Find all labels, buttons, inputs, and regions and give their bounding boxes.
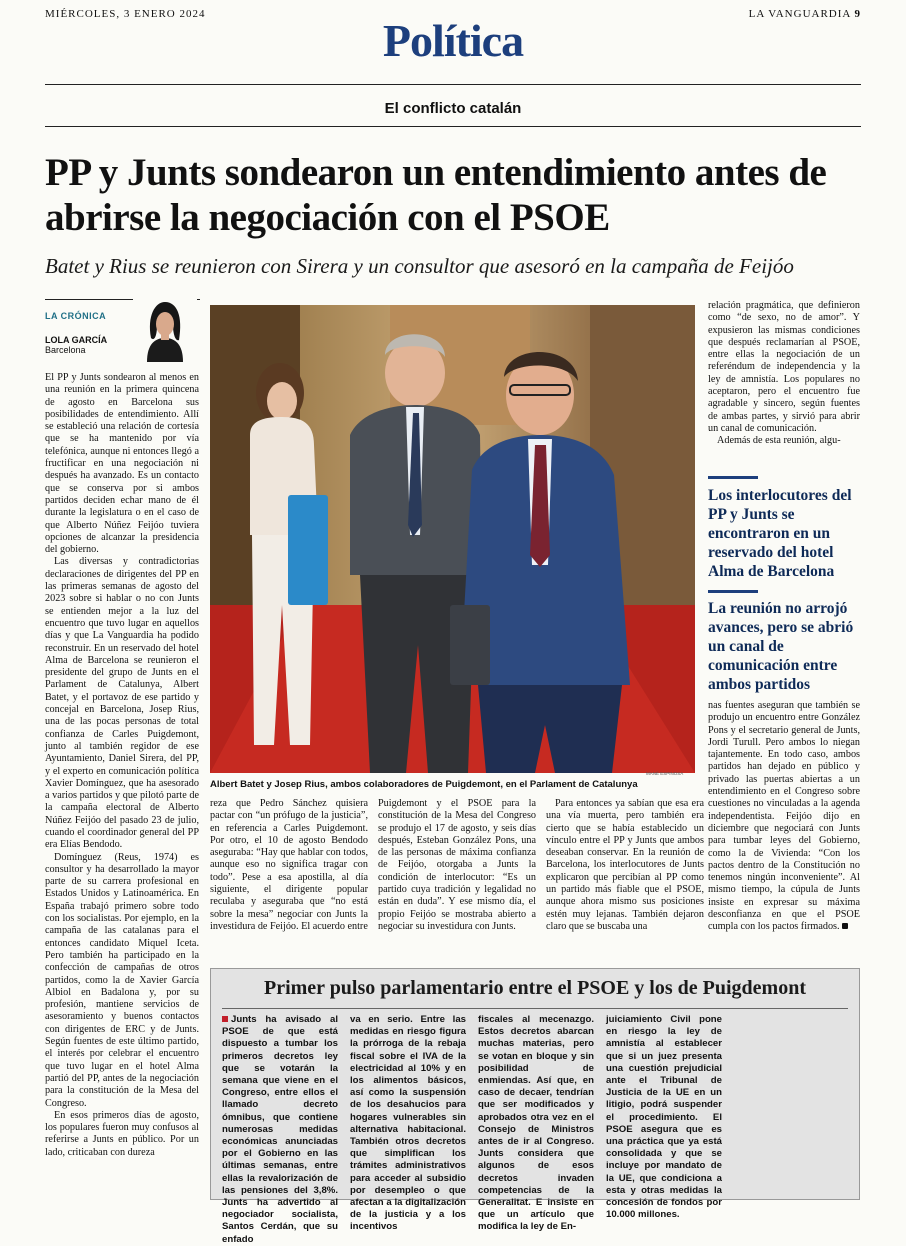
paragraph: Además de esta reunión, algu- xyxy=(717,435,841,447)
pull-quote-1: Los interlocutores del PP y Junts se encontraron en un reservado del hotel Alma de Barcelona xyxy=(708,487,852,580)
topic-kicker: El conflicto catalán xyxy=(384,100,522,117)
paragraph: Para entonces ya sabían que esa era una vía muerta, pero también era cierto que se había establecido un vínculo entre el PP y Junts que ambos deseaban conservar. En la reunión de Barcelona, los interlocutores de Junts explicaron que percibían al PP como un partido más fiable que el PSOE, aunque ahora mismo sus posiciones estén muy lejanas. También dejaron claro que se buscaba una xyxy=(546,798,704,932)
body-column-3 xyxy=(378,798,536,958)
sidebar-column-4: juiciamiento Civil pone en riesgo la ley de amnistía al establecer que si un juez presenta una cuestión prejudicial ante el Tribunal de Justicia de la UE en un litigio, podrá suspender el procedimiento. El PSOE asegura que es una práctica que ya está consolidada y que se incluye por mandato de la UE, que condiciona a esta y otras medidas la concesión de fondos por 10.000 millones. xyxy=(606,1014,722,1221)
paragraph: reza que Pedro Sánchez quisiera pactar con “un prófugo de la justicia”, en referencia a Carles Puigdemont. Por otro, el 10 de agosto Bendodo aseguraba: “Hay que hablar con todos, aunque eso no significa tragar con todo”. Pese a esa apostilla, al día siguiente, el dirigente popular reculaba y aseguraba que “no está sobre la mesa” negociar con Junts la investidura de Feijóo. El acuerdo entre xyxy=(210,798,368,932)
sidebar-box-title: Primer pulso parlamentario entre el PSOE y los de Puigdemont xyxy=(263,977,806,999)
kicker-rule xyxy=(45,126,861,127)
section-title: Política xyxy=(382,15,524,66)
photo-caption: Albert Batet y Josep Rius, ambos colaboradores de Puigdemont, en el Parlament de Catalunya xyxy=(210,779,638,790)
issue-date: MIÉRCOLES, 3 ENERO 2024 xyxy=(45,8,206,20)
column-label: LA CRÓNICA xyxy=(45,311,107,321)
sidebar-box-rule xyxy=(222,1008,848,1009)
section-rule xyxy=(45,84,861,85)
photo-credit: MANÉ ESPINOSA xyxy=(646,771,684,776)
paragraph: El PP y Junts sondearon al menos en una reunión en la primera quincena de agosto en Barcelona sus posibilidades de entendimiento. Allí se estableció una relación de cortesía que se ha mantenido por vía telefónica, aunque ni entonces llegó a fructificar en una negociación ni después ha avanzado. Es un contacto que se conserva por si ambos partidos deciden echar mano de él durante la legislatura o en el caso de que Alberto Núñez Feijóo tuviera opciones de alcanzar la presidencia del gobierno. xyxy=(45,372,199,556)
body-column-1 xyxy=(45,372,199,1197)
sidebar-column-1: Junts ha avisado al PSOE de que está dispuesto a tumbar los primeros decretos ley que se votarán la semana que viene en el Congreso, entre ellos el llamado decreto ómnibus, que contiene numerosas medidas económicas anunciadas por el Gobierno en las últimas semanas, entre ellas la revalorización de las pensiones del 3,8%. Junts ha advertido al negociador socialista, Santos Cerdán, que su enfado xyxy=(222,1014,338,1245)
author-city: Barcelona xyxy=(45,345,86,355)
quote-bar xyxy=(708,476,758,479)
page-number: 9 xyxy=(854,8,861,20)
end-mark xyxy=(842,923,848,929)
news-photo xyxy=(210,305,695,773)
body-column-5-top xyxy=(708,300,860,465)
paragraph: relación pragmática, que definieron como “de sexo, no de amor”. Y expusieron las mismas condiciones que después reclamarían al PSOE, entre ellas la negociación de un referéndum de independencia y la ley de amnistía. Los populares no aceptaron, pero el encuentro fue agradable y sincero, según fuentes de ambas partes, y sirvió para abrir un canal de comunicación. xyxy=(708,300,860,434)
quote-bar xyxy=(708,590,758,593)
author-name: LOLA GARCÍA xyxy=(45,335,108,345)
subheadline: Batet y Rius se reunieron con Sirera y un consultor que asesoró en la campaña de Feijóo xyxy=(45,254,794,278)
paragraph: Domínguez (Reus, 1974) es consultor y ha desarrollado la mayor parte de su carrera profesional en Estados Unidos y Latinoamérica. En España trabajó primero sobre todo con los socialistas. Por ejemplo, en la campaña de las catalanas para el entonces candidato Miquel Iceta. Pero también ha participado en la confección de campañas de otros partidos, como la de Xavier García Albiol en Badalona y, por su profesión, mantiene servicios de asesoramiento y buenos contactos con dirigentes de ERC y de Junts. Según fuentes de este último partido, el interés por celebrar el encuentro que tuvo lugar en el hotel Alma partió del PP, antes de la negociación para la constitución de la Mesa del Congreso. xyxy=(45,851,199,1109)
author-portrait xyxy=(133,298,197,362)
newspaper-name: LA VANGUARDIA 9 xyxy=(748,8,861,20)
pull-quote-2: La reunión no arrojó avances, pero se abrió un canal de comunicación entre ambos partidos xyxy=(708,600,854,693)
paragraph: Puigdemont y el PSOE para la constitución de la Mesa del Congreso se produjo el 17 de agosto, y seis días después, Esteban González Pons, una de las personas de máxima confianza de Feijóo, otorgaba a Junts la condición de interlocutor: “Es un partido cuya tradición y legalidad no están en duda”. Y ese mismo día, el propio Feijóo se mostraba abierto a negociar su investidura con Junts. xyxy=(378,798,536,932)
headline: PP y Junts sondearon un entendimiento antes de abrirse la negociación con el PSOE xyxy=(45,151,827,239)
paragraph: En esos primeros días de agosto, los populares fueron muy confusos al referirse a Junts en público. Por un lado, criticaban con dureza xyxy=(45,1109,199,1158)
paragraph: nas fuentes aseguran que también se produjo un encuentro entre González Pons y el secretario general de Junts, Jordi Turull. Pero ambos lo niegan tajantemente. En todo caso, ambos partidos han dejado en público y privado las puertas abiertas a un entendimiento en el Congreso sobre cuestiones no vinculadas a la agenda independentista. Feijóo dijo en diciembre que negociará con Junts para tumbar leyes del Gobierno, como la de Vivienda: “Con los pactos dentro de la Constitución no tenemos ningún inconveniente”. Al mismo tiempo, la cúpula de Junts insiste en expresar su máxima desconfianza en que el PSOE cumpla con los pactos firmados. xyxy=(708,700,860,933)
bullet-square-icon xyxy=(222,1016,228,1022)
body-column-5-bottom xyxy=(708,700,860,965)
body-column-2 xyxy=(210,798,368,958)
sidebar-column-2: va en serio. Entre las medidas en riesgo figura la prórroga de la rebaja fiscal sobre el IVA de la electricidad al 10% y en los alimentos básicos, así como la suspensión de los desahucios para hogares vulnerables sin alternativa habitacional. También otros decretos que simplifican los trámites administrativos para acceder al subsidio por desempleo o que afectan a la digitalización de la justicia y a los incentivos xyxy=(350,1014,466,1233)
byline xyxy=(45,335,107,355)
sidebar-column-3: fiscales al mecenazgo. Estos decretos abarcan muchas materias, pero se votan en bloque y sin posibilidad de enmiendas. Así que, en caso de decaer, tendrían que ser modificados y aprobados otra vez en el Consejo de Ministros antes de ir al Congreso. Junts considera que algunos de esos decretos invaden competencias de la Generalitat. E insiste en que un artículo que modifica la ley de En- xyxy=(478,1014,594,1233)
body-column-4 xyxy=(546,798,704,958)
paragraph: Las diversas y contradictorias declaraciones de dirigentes del PP en las primeras semanas de agosto del 2023 sobre si hablar o no con Junts se entienden mejor a la luz del encuentro que tuvo lugar en aquellos días y que La Vanguardia ha podido reconstruir. En un reservado del hotel Alma de Barcelona se reunieron el presidente del grupo de Junts en el Parlament de Catalunya, Albert Batet, y el portavoz de ese partido y concejal en Barcelona, Josep Rius, una de las pocas personas de total confianza de Carles Puigdemont, junto al también regidor de ese Ayuntamiento, Daniel Sirera, del PP, y el experto en comunicación política Xavier Domínguez, que ha asesorado a varios partidos y que pilotó parte de la campaña electoral de Alberto Núñez Feijóo del pasado 23 de julio, cuando el coordinador general del PP era Elías Bendodo. xyxy=(45,556,199,851)
